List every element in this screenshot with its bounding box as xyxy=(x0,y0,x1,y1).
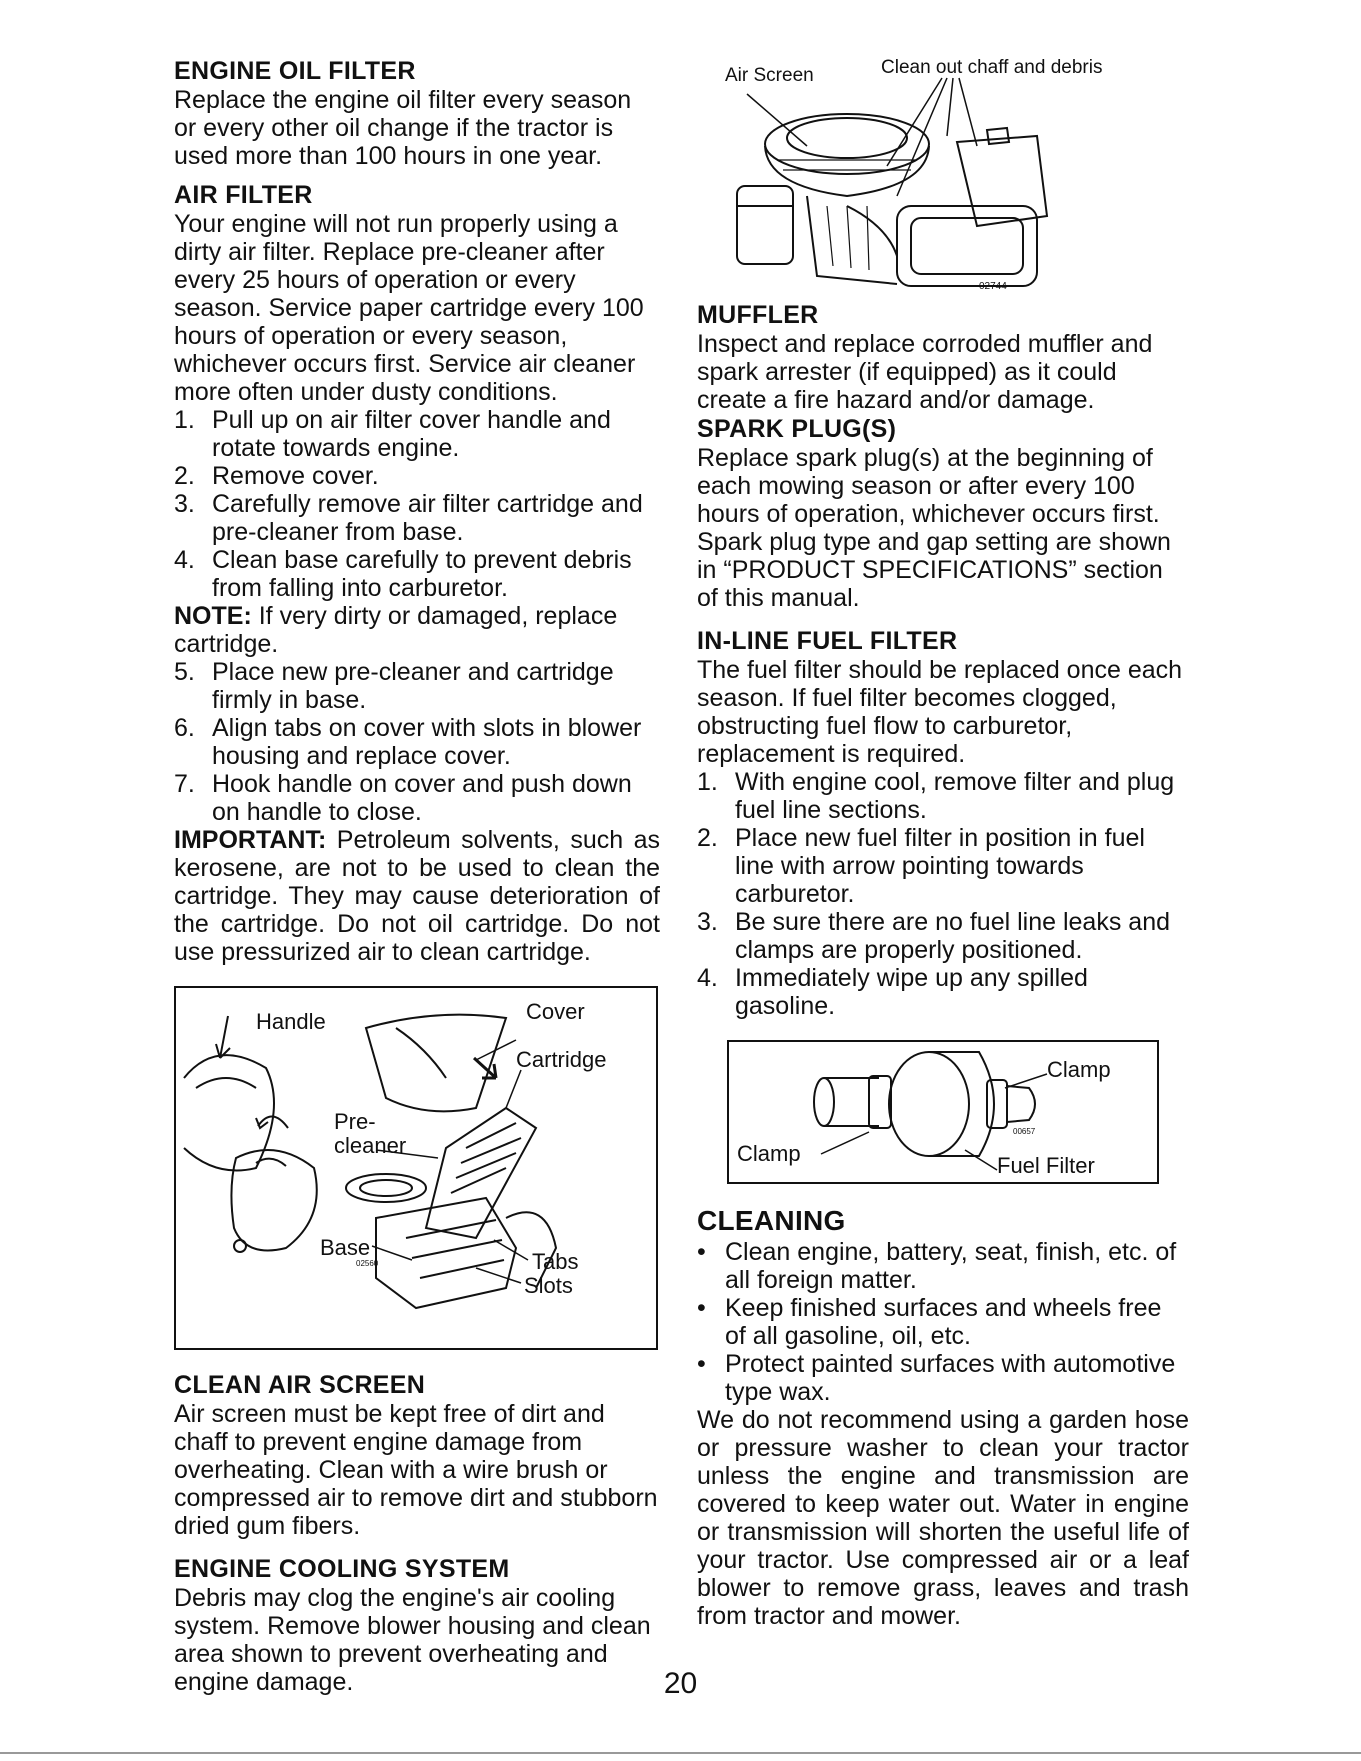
fuel-filter-steps xyxy=(697,768,1189,1020)
list-item: 4. Immediately wipe up any spilled gasoline. xyxy=(697,964,1088,1020)
pre-label: Pre- xyxy=(334,1109,376,1134)
note-label: NOTE: xyxy=(174,602,252,630)
air-filter-body: Your engine will not run properly using a dirty air filter. Replace pre-cleaner after every 25 hours of operation or every season. Service paper cartridge every 100 hours of operation or every season, whichever occurs first. Service air cleaner more often under dusty conditions. xyxy=(174,210,644,406)
left-column xyxy=(174,56,660,1696)
cooling-body: Debris may clog the engine's air cooling system. Remove blower housing and clean area shown to prevent overheating and engine damage. xyxy=(174,1584,651,1696)
muffler-heading: MUFFLER xyxy=(697,301,819,329)
handle-label: Handle xyxy=(256,1009,326,1034)
air-filter-heading: AIR FILTER xyxy=(174,181,313,209)
cooling-heading: ENGINE COOLING SYSTEM xyxy=(174,1555,510,1583)
muffler-body: Inspect and replace corroded muffler and spark arrester (if equipped) as it could create a fire hazard and/or damage. xyxy=(697,330,1153,414)
list-item: 7. Hook handle on cover and push down on handle to close. xyxy=(174,770,632,826)
list-item: 1. Pull up on air filter cover handle and rotate towards engine. xyxy=(174,406,611,462)
figure-code: 02560 xyxy=(356,1259,379,1268)
list-item: • Keep finished surfaces and wheels free of all gasoline, oil, etc. xyxy=(697,1294,1162,1350)
right-column xyxy=(697,56,1189,1630)
list-item: 4. Clean base carefully to prevent debris from falling into carburetor. xyxy=(174,546,632,602)
cartridge-label: Cartridge xyxy=(516,1047,607,1072)
air-filter-steps-b xyxy=(174,658,660,826)
cover-label: Cover xyxy=(526,999,585,1024)
cleaning-heading: CLEANING xyxy=(697,1205,846,1236)
list-item: • Protect painted surfaces with automotive type wax. xyxy=(697,1350,1176,1406)
list-item: 2. Place new fuel filter in position in fuel line with arrow pointing towards carburetor. xyxy=(697,824,1145,908)
clamp-right-label: Clamp xyxy=(1047,1057,1111,1082)
base-label: Base xyxy=(320,1235,371,1260)
spark-heading: SPARK PLUG(S) xyxy=(697,415,897,443)
page-number: 20 xyxy=(663,1667,698,1700)
clamp-left-label: Clamp xyxy=(737,1141,801,1166)
air-filter-steps-a xyxy=(174,406,660,602)
note-text: If very dirty or damaged, replace cartridge. xyxy=(174,602,618,658)
fuel-filter-figure xyxy=(727,1040,1159,1184)
air-screen-heading: CLEAN AIR SCREEN xyxy=(174,1371,426,1399)
list-item: 1. With engine cool, remove filter and plug fuel line sections. xyxy=(697,768,1175,824)
air-screen-label: Air Screen xyxy=(725,65,814,86)
air-filter-note xyxy=(174,602,660,658)
air-filter-figure xyxy=(174,986,658,1350)
oil-filter-heading: ENGINE OIL FILTER xyxy=(174,57,416,85)
fuel-figure-code: 00657 xyxy=(1013,1127,1036,1136)
list-item: 6. Align tabs on cover with slots in blower housing and replace cover. xyxy=(174,714,642,770)
oil-filter-body: Replace the engine oil filter every season or every other oil change if the tractor is used more than 100 hours in one year. xyxy=(174,86,632,170)
air-screen-body: Air screen must be kept free of dirt and chaff to prevent engine damage from overheating. Clean with a wire brush or compressed air to remove dirt and stubborn dried gum fibers. xyxy=(174,1400,658,1540)
list-item: 3. Be sure there are no fuel line leaks and clamps are properly positioned. xyxy=(697,908,1170,964)
engine-figure-code: 02744 xyxy=(979,281,1007,292)
list-item: • Clean engine, battery, seat, finish, etc. of all foreign matter. xyxy=(697,1238,1177,1294)
engine-illustration xyxy=(697,56,1117,296)
slots-label: Slots xyxy=(524,1273,573,1298)
cleaning-body: We do not recommend using a garden hose or pressure washer to clean your tractor unless the engine and transmission are covered to keep water out. Water in engine or transmission will shorten the useful life of your tractor. Use compressed air or a leaf blower to remove grass, leaves and trash from tractor and mower. xyxy=(697,1406,1189,1630)
bottom-rule xyxy=(0,1752,1361,1754)
spark-body: Replace spark plug(s) at the beginning of each mowing season or after every 100 hours of operation, whichever occurs first. Spark plug type and gap setting are shown in “PRODUCT SPECIFICATIONS” section of this manual. xyxy=(697,444,1171,612)
list-item: 3. Carefully remove air filter cartridge and pre-cleaner from base. xyxy=(174,490,643,546)
list-item: 2. Remove cover. xyxy=(174,462,379,490)
important-text: Petroleum solvents, such as kerosene, are not to be used to clean the cartridge. They may cause deterioration of the cartridge. Do not oil cartridge. Do not use pressurized air to clean cartridge. xyxy=(174,826,660,966)
cleaning-bullets xyxy=(697,1238,1189,1406)
fuel-filter-heading: IN-LINE FUEL FILTER xyxy=(697,627,958,655)
tabs-label: Tabs xyxy=(532,1249,579,1274)
engine-figure xyxy=(697,56,1117,296)
fuel-filter-body: The fuel filter should be replaced once each season. If fuel filter becomes clogged, obstructing fuel flow to carburetor, replacement is required. xyxy=(697,656,1183,768)
air-filter-illustration xyxy=(176,988,656,1348)
chaff-label: Clean out chaff and debris xyxy=(881,57,1103,78)
air-filter-important xyxy=(174,826,660,966)
list-item: 5. Place new pre-cleaner and cartridge firmly in base. xyxy=(174,658,614,714)
cleaner-label: cleaner xyxy=(334,1133,407,1158)
fuel-filter-label: Fuel Filter xyxy=(997,1153,1095,1178)
important-label: IMPORTANT: xyxy=(174,826,327,854)
